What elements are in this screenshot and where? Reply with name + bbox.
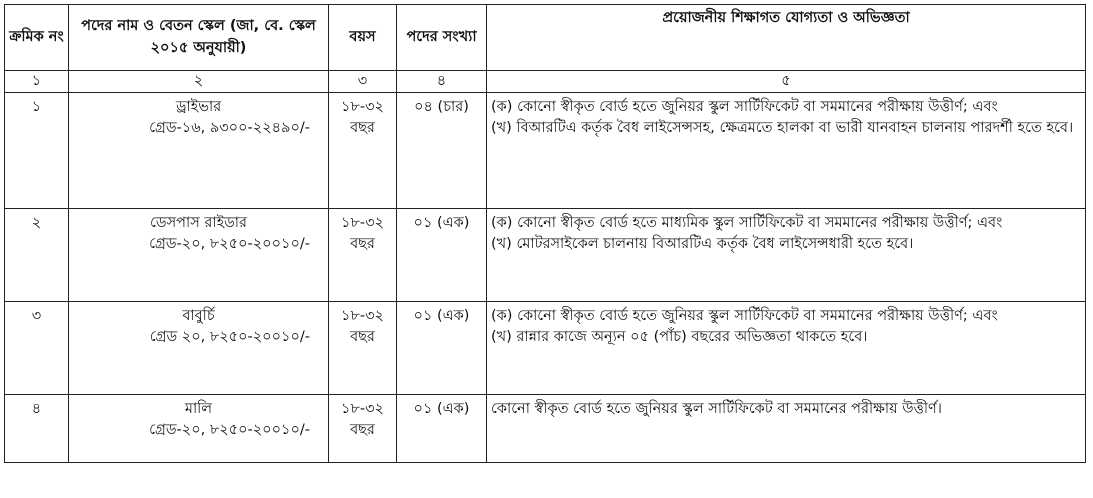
post-grade: গ্রেড-১৬, ৯৩০০-২২৪৯০/-: [149, 120, 310, 137]
post-name: বাবুর্চি: [182, 308, 215, 325]
serial-cell: ৪: [5, 395, 69, 463]
table-row: [5, 302, 1086, 395]
qualification-cell: [487, 302, 1086, 395]
post-cell: [69, 209, 329, 302]
qualification-item: (খ) মোটরসাইকেল চালনায় বিআরটিএ কর্তৃক বৈধ লাইসেন্সধারী হতে হবে।: [491, 236, 914, 253]
header-count: পদের সংখ্যা: [397, 5, 487, 71]
table-row: [5, 209, 1086, 302]
qualification-item: (খ) বিআরটিএ কর্তৃক বৈধ লাইসেন্সসহ, ক্ষেত্রমতে হালকা বা ভারী যানবাহন চালনায় পারদর্শী হতে হবে।: [491, 120, 1074, 137]
age-cell: ১৮-৩২ বছর: [329, 209, 397, 302]
age-cell: ১৮-৩২ বছর: [329, 93, 397, 209]
post-cell: [69, 93, 329, 209]
header-qualification: প্রয়োজনীয় শিক্ষাগত যোগ্যতা ও অভিজ্ঞতা: [487, 5, 1086, 71]
post-name: ড্রাইভার: [175, 99, 222, 116]
qualification-item: (ক) কোনো স্বীকৃত বোর্ড হতে জুনিয়র স্কুল সার্টিফিকেট বা সমমানের পরীক্ষায় উত্তীর্ণ; এবং: [491, 99, 998, 116]
header-post: পদের নাম ও বেতন স্কেল (জা, বে. স্কেল ২০১৫ অনুযায়ী): [69, 5, 329, 71]
header-row: [5, 5, 1086, 71]
serial-cell: ৩: [5, 302, 69, 395]
qualification-item: (ক) কোনো স্বীকৃত বোর্ড হতে মাধ্যমিক স্কুল সার্টিফিকেট বা সমমানের পরীক্ষায় উত্তীর্ণ; এবং: [491, 215, 1003, 232]
post-name: মালি: [184, 401, 213, 418]
count-cell: ০১ (এক): [397, 395, 487, 463]
column-number: ৪: [397, 71, 487, 93]
qualification-item: (ক) কোনো স্বীকৃত বোর্ড হতে জুনিয়র স্কুল সার্টিফিকেট বা সমমানের পরীক্ষায় উত্তীর্ণ; এবং: [491, 308, 998, 325]
serial-cell: ১: [5, 93, 69, 209]
qualification-cell: [487, 93, 1086, 209]
table-row: [5, 93, 1086, 209]
count-cell: ০১ (এক): [397, 209, 487, 302]
header-age: বয়স: [329, 5, 397, 71]
post-cell: [69, 395, 329, 463]
recruitment-table: [4, 4, 1086, 463]
table-row: [5, 395, 1086, 463]
post-grade: গ্রেড-২০, ৮২৫০-২০০১০/-: [149, 422, 310, 439]
count-cell: ০৪ (চার): [397, 93, 487, 209]
qualification-item: কোনো স্বীকৃত বোর্ড হতে জুনিয়র স্কুল সার্টিফিকেট বা সমমানের পরীক্ষায় উত্তীর্ণ।: [491, 401, 942, 418]
age-cell: ১৮-৩২ বছর: [329, 302, 397, 395]
age-cell: ১৮-৩২ বছর: [329, 395, 397, 463]
post-name: ডেসপাস রাইডার: [150, 215, 247, 232]
qualification-cell: [487, 395, 1086, 463]
post-grade: গ্রেড-২০, ৮২৫০-২০০১০/-: [149, 236, 310, 253]
header-serial: ক্রমিক নং: [5, 5, 69, 71]
column-number: ২: [69, 71, 329, 93]
count-cell: ০১ (এক): [397, 302, 487, 395]
column-number: ১: [5, 71, 69, 93]
post-cell: [69, 302, 329, 395]
serial-cell: ২: [5, 209, 69, 302]
post-grade: গ্রেড ২০, ৮২৫০-২০০১০/-: [149, 329, 310, 346]
qualification-cell: [487, 209, 1086, 302]
column-number: ৫: [487, 71, 1086, 93]
column-number-row: [5, 71, 1086, 93]
qualification-item: (খ) রান্নার কাজে অন্যূন ০৫ (পাঁচ) বছরের অভিজ্ঞতা থাকতে হবে।: [491, 329, 868, 346]
column-number: ৩: [329, 71, 397, 93]
